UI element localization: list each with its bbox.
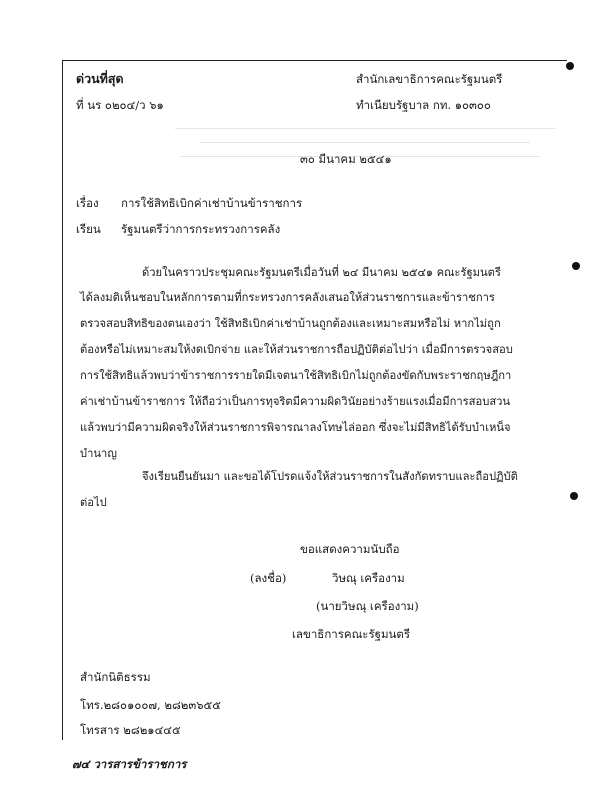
subject-label: เรื่อง <box>76 196 99 210</box>
contact-department: สำนักนิติธรรม <box>80 670 151 684</box>
contact-phone: โทร.๒๘๐๑๐๐๗, ๒๘๒๓๖๕๕ <box>80 698 221 712</box>
body-line: ได้ลงมติเห็นชอบในหลักการตามที่กระทรวงการคลังเสนอให้ส่วนราชการและข้าราชการ <box>80 291 495 304</box>
body-line: ค่าเช่าบ้านข้าราชการ ให้ถือว่าเป็นการทุจริตมีความผิดวินัยอย่างร้ายแรงเมื่อมีการสอบสวน <box>80 395 511 408</box>
frame-top-rule <box>62 60 567 61</box>
punch-hole-mark <box>570 492 578 500</box>
body-line: การใช้สิทธิแล้วพบว่าข้าราชการรายใดมีเจตนาใช้สิทธิเบิกไม่ถูกต้องขัดกับพระราชกฤษฎีกา <box>80 369 512 382</box>
body-line: จึงเรียนยืนยันมา และขอได้โปรดแจ้งให้ส่วนราชการในสังกัดทราบและถือปฏิบัติ <box>142 470 518 483</box>
printed-name: (นายวิษณุ เครืองาม) <box>316 599 419 613</box>
body-line: ตรวจสอบสิทธิของตนเองว่า ใช้สิทธิเบิกค่าเช่าบ้านถูกต้องและเหมาะสมหรือไม่ หากไม่ถูก <box>80 317 501 330</box>
frame-left-rule <box>62 60 63 740</box>
contact-fax: โทรสาร ๒๘๒๑๔๔๕ <box>80 723 181 737</box>
issuing-office: สำนักเลขาธิการคณะรัฐมนตรี <box>356 72 503 86</box>
page-footer: ๗๔ วารสารข้าราชการ <box>72 757 187 771</box>
body-line: แล้วพบว่ามีความผิดจริงให้ส่วนราชการพิจารณาลงโทษไล่ออก ซึ่งจะไม่มีสิทธิได้รับบำเหน็จ <box>80 421 511 434</box>
show-through-line <box>200 142 530 143</box>
punch-hole-mark <box>566 62 574 70</box>
show-through-line <box>175 128 555 129</box>
office-address: ทำเนียบรัฐบาล กท. ๑๐๓๐๐ <box>356 98 491 112</box>
reference-number: ที่ นร ๐๒๐๔/ว ๖๑ <box>76 98 164 112</box>
document-date: ๓๐ มีนาคม ๒๕๔๑ <box>300 152 392 166</box>
body-line: บำนาญ <box>80 447 117 460</box>
subject-text: การใช้สิทธิเบิกค่าเช่าบ้านข้าราชการ <box>121 196 303 210</box>
signed-name: วิษณุ เครืองาม <box>332 571 405 585</box>
recipient-label: เรียน <box>76 222 101 236</box>
body-line: ต่อไป <box>80 496 107 509</box>
signatory-position: เลขาธิการคณะรัฐมนตรี <box>292 627 411 641</box>
closing-regards: ขอแสดงความนับถือ <box>300 542 400 556</box>
urgency-label: ด่วนที่สุด <box>76 71 124 86</box>
body-line: ต้องหรือไม่เหมาะสมให้งดเบิกจ่าย และให้ส่วนราชการถือปฏิบัติต่อไปว่า เมื่อมีการตรวจสอบ <box>80 343 513 356</box>
recipient-text: รัฐมนตรีว่าการกระทรวงการคลัง <box>121 222 281 236</box>
body-line: ด้วยในคราวประชุมคณะรัฐมนตรีเมื่อวันที่ ๒๔ มีนาคม ๒๕๔๑ คณะรัฐมนตรี <box>142 266 501 279</box>
punch-hole-mark <box>572 262 580 270</box>
signed-prefix: (ลงชื่อ) <box>250 571 287 585</box>
